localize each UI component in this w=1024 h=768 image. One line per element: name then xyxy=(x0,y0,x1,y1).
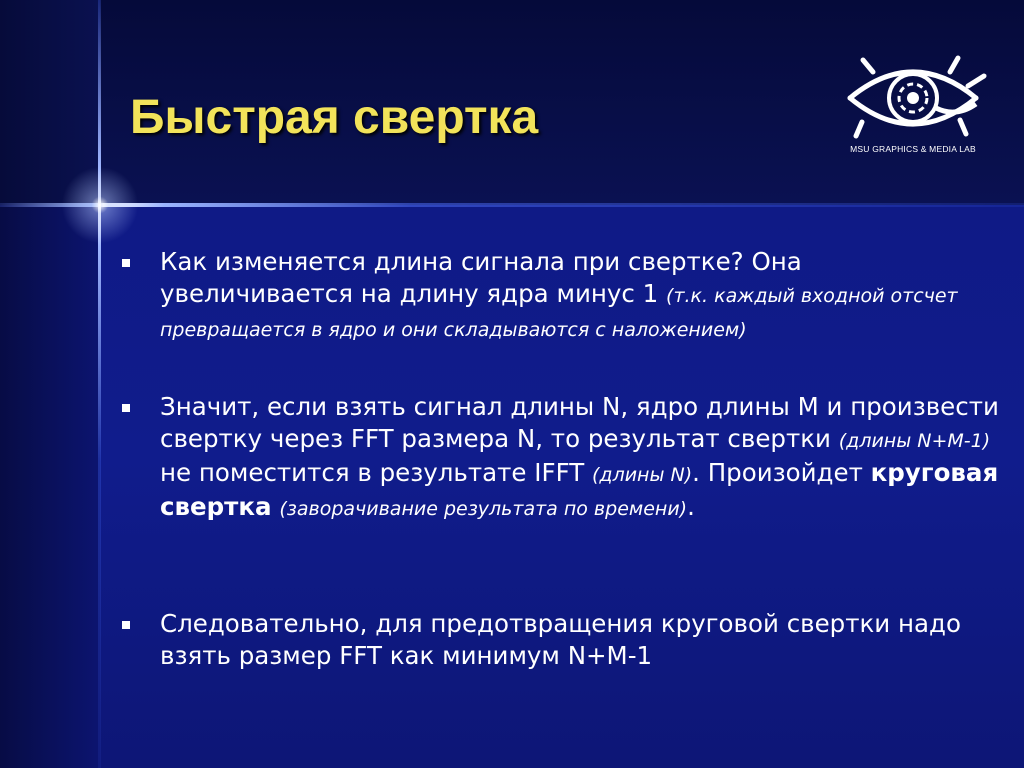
bullet-1-text: Как изменяется длина сигнала при свертке? Она увеличивается на длину ядра минус 1 xyxy=(160,247,802,308)
eye-logo-icon xyxy=(838,48,988,148)
bullet-1-note: (т.к. каждый входной отсчет превращается в ядро и они складываются с наложением) xyxy=(160,285,958,341)
bullet-2-bold: круговая свертка xyxy=(160,458,999,521)
bullet-item-1 xyxy=(122,246,1002,346)
bullet-2-text-c: . Произойдет xyxy=(692,458,871,487)
bullet-2-text-a: Значит, если взять сигнал длины N, ядро длины M и произвести свертку через FFT размера N, то результат свертки xyxy=(160,392,999,453)
bullet-2-text-e: . xyxy=(687,492,695,521)
bullet-marker xyxy=(122,621,130,629)
bullet-2-note-c: (заворачивание результата по времени) xyxy=(279,498,688,520)
slide-title: Быстрая свертка xyxy=(130,91,539,144)
left-band-lower xyxy=(0,205,100,768)
bullet-3-text: Следовательно, для предотвращения круговой свертки надо взять размер FFT как минимум N+M-1 xyxy=(160,609,961,670)
msu-logo xyxy=(838,48,988,158)
bullet-item-2 xyxy=(122,391,1002,525)
bullet-2-text-b: не поместится в результате IFFT xyxy=(160,458,593,487)
bullet-2-note-a: (длины N+M-1) xyxy=(838,430,991,452)
bullet-2-note-b: (длины N) xyxy=(592,464,693,486)
logo-caption: MSU GRAPHICS & MEDIA LAB xyxy=(850,144,976,154)
vertical-light-line xyxy=(98,0,101,768)
bullet-marker xyxy=(122,404,130,412)
bullet-item-3 xyxy=(122,608,1002,672)
bullet-marker xyxy=(122,259,130,267)
